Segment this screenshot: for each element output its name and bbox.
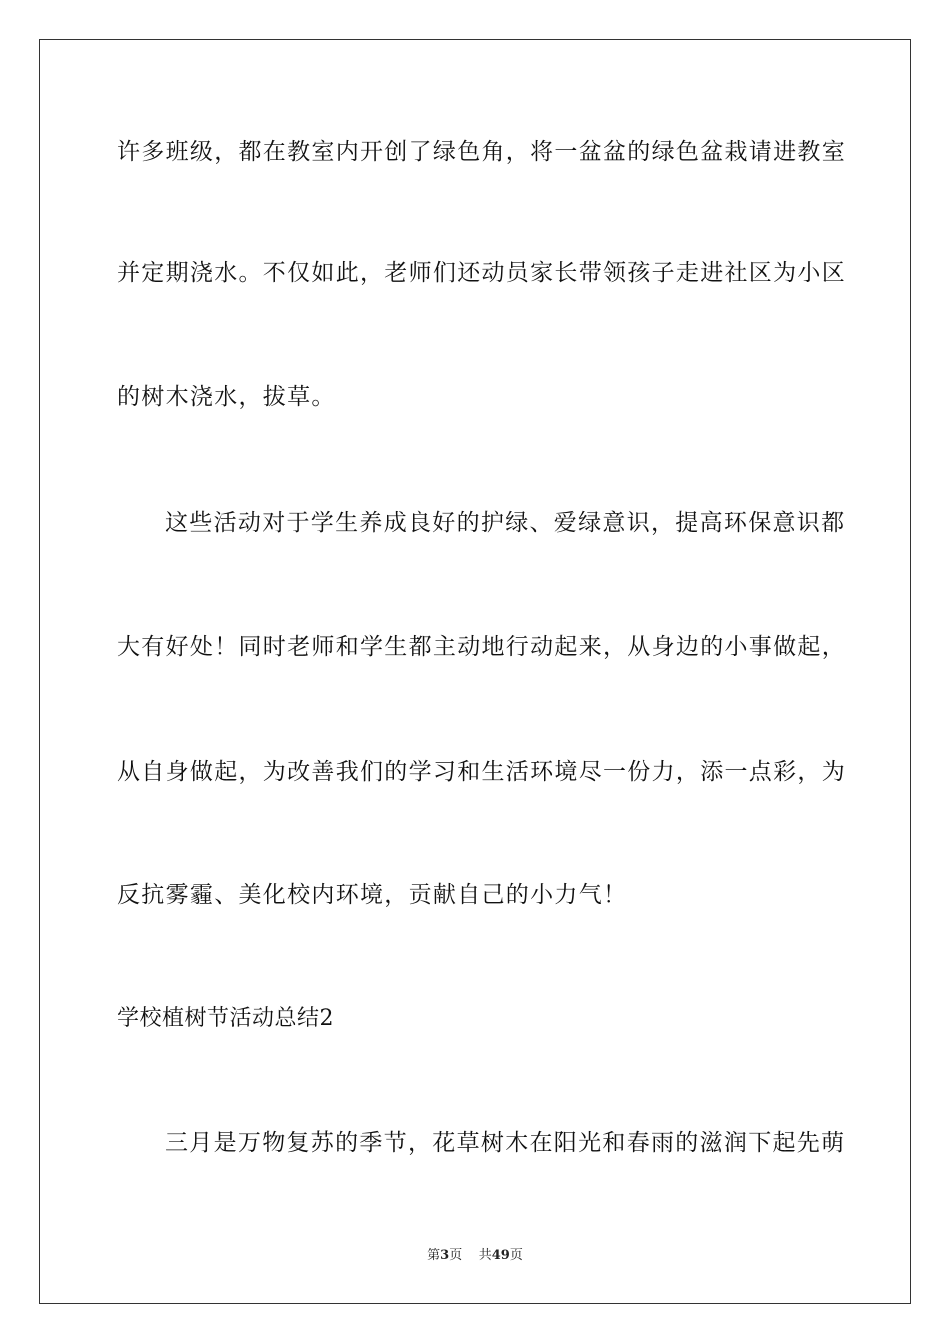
paragraph-1-line-3: 的树木浇水，拔草。 [117, 384, 336, 410]
paragraph-1-line-1: 许多班级，都在教室内开创了绿色角，将一盆盆的绿色盆栽请进教室 [117, 139, 846, 165]
paragraph-2-line-2: 大有好处！同时老师和学生都主动地行动起来，从身边的小事做起， [117, 634, 846, 660]
section-heading: 学校植树节活动总结2 [117, 1006, 334, 1031]
paragraph-1-line-2: 并定期浇水。不仅如此，老师们还动员家长带领孩子走进社区为小区 [117, 260, 846, 286]
page-border [39, 39, 911, 1304]
paragraph-3-line-1: 三月是万物复苏的季节，花草树木在阳光和春雨的滋润下起先萌 [165, 1130, 846, 1156]
footer-page-number: 3 [440, 1248, 450, 1263]
page-footer [0, 1247, 950, 1265]
paragraph-2-line-3: 从自身做起，为改善我们的学习和生活环境尽一份力，添一点彩，为 [117, 759, 846, 785]
paragraph-2-line-1: 这些活动对于学生养成良好的护绿、爱绿意识，提高环保意识都 [165, 510, 846, 536]
footer-page-suffix: 页 [449, 1248, 463, 1263]
footer-total-pages: 49 [491, 1248, 510, 1263]
footer-page-prefix: 第 [427, 1248, 441, 1263]
footer-total-suffix: 页 [509, 1248, 523, 1263]
footer-total-prefix: 共 [478, 1248, 492, 1263]
paragraph-2-line-4: 反抗雾霾、美化校内环境，贡献自己的小力气！ [117, 882, 628, 908]
